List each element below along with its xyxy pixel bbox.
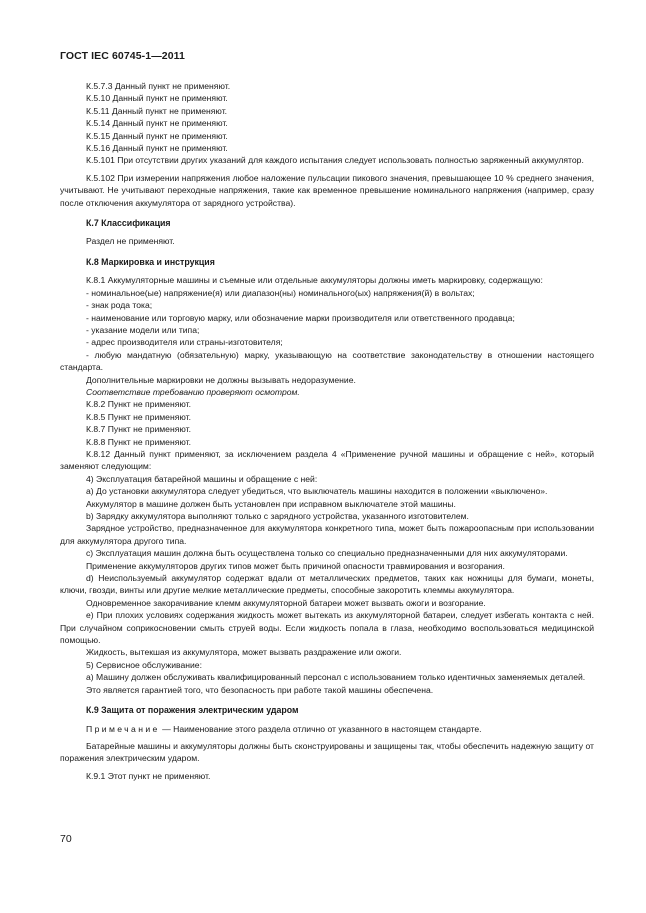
section-heading-k9: К.9 Защита от поражения электрическим ударом [86,705,299,716]
clause-k5-14: К.5.14 Данный пункт не применяют. [86,118,228,129]
item-5a: а) Машину должен обслуживать квалифицированный персонал с использованием только идентичных заменяемых деталей. [86,672,586,683]
clause-k5-11: К.5.11 Данный пункт не применяют. [86,105,228,116]
item-4c: с) Эксплуатация машин должна быть осуществлена только со специально предназначенными для них аккумуляторами. [86,548,568,559]
list-item: - адрес производителя или страны-изготовителя; [86,337,283,348]
subsection-4-title: 4) Эксплуатация батарейной машины и обращение с ней: [86,473,318,484]
item-5a-note: Это является гарантией того, что безопасность при работе такой машины обеспечена. [86,684,434,695]
k9-note [60,723,594,735]
section-heading-k7: К.7 Классификация [86,218,171,229]
clause-k8-1: К.8.1 Аккумуляторные машины и съемные или отдельные аккумуляторы должны иметь маркировку, содержащую: [86,275,543,286]
clause-k5-102: К.5.102 При измерении напряжения любое наложение пульсации пикового значения, превышающее 10 % среднего значения, учитывают. Не учитывают переходные напряжения, такие как временное превышение номинального напряжения (например, сразу после отключения аккумулятора от зарядного устройства). [60,172,594,208]
document-body [60,80,594,782]
clause-k9-1: К.9.1 Этот пункт не применяют. [86,770,211,781]
document-header: ГОСТ IEC 60745-1—2011 [60,50,185,62]
list-item: - любую мандатную (обязательную) марку, указывающую на соответствие законодательству в отношении настоящего стандарта. [60,349,594,373]
list-item: - указание модели или типа; [86,324,200,335]
list-item: - номинальное(ые) напряжение(я) или диапазон(ны) номинального(ых) напряжения(й) в вольтах; [86,287,475,298]
clause-k8-8: К.8.8 Пункт не применяют. [86,436,191,447]
item-4e: е) При плохих условиях содержания жидкость может вытекать из аккумуляторной батареи, следует избегать контакта с ней. При случайном соприкосновении смыть струей воды. Если жидкость попала в глаза, необходимо воспользоваться медицинской помощью. [60,610,594,646]
section-heading-k8: К.8 Маркировка и инструкция [86,256,215,267]
clause-k5-16: К.5.16 Данный пункт не применяют. [86,143,228,154]
clause-k8-12: К.8.12 Данный пункт применяют, за исключением раздела 4 «Применение ручной машины и обращение с ней», который заменяют следующим: [60,448,594,472]
item-4a-note: Аккумулятор в машине должен быть установлен при исправном выключателе этой машины. [86,498,456,509]
clause-k5-10: К.5.10 Данный пункт не применяют. [86,93,228,104]
clause-k8-5: К.8.5 Пункт не применяют. [86,411,191,422]
clause-k8-2: К.8.2 Пункт не применяют. [86,399,191,410]
clause-k5-15: К.5.15 Данный пункт не применяют. [86,130,228,141]
clause-k5-101: К.5.101 При отсутствии других указаний для каждого испытания следует использовать полностью заряженный аккумулятор. [86,155,584,166]
clause-k8-1-extra: Дополнительные маркировки не должны вызывать недоразумение. [86,374,356,385]
list-item: - знак рода тока; [86,300,153,311]
page-number: 70 [60,833,72,845]
item-4b: b) Зарядку аккумулятора выполняют только с зарядного устройства, указанного изготовителем. [86,511,469,521]
item-4b-note: Зарядное устройство, предназначенное для аккумулятора конкретного типа, может быть пожароопасным при использовании для аккумулятора другого типа. [60,523,594,546]
note-text: — Наименование этого раздела отлично от указанного в настоящем стандарте. [159,723,482,734]
item-4a: а) До установки аккумулятора следует убедиться, что выключатель машины находится в положении «выключено». [86,486,548,497]
item-4d: d) Неиспользуемый аккумулятор содержат вдали от металлических предметов, таких как ножницы для бумаги, монеты, ключи, гвозди, винты или другие мелкие металлические предметы, способные закоротить клеммы аккумулятора. [60,573,594,596]
clause-k8-1-check: Соответствие требованию проверяют осмотром. [86,386,300,397]
clause-k9-text: Батарейные машины и аккумуляторы должны быть сконструированы и защищены так, чтобы обеспечить надежную защиту от поражения электрическим ударом. [60,740,594,764]
item-4e-note: Жидкость, вытекшая из аккумулятора, может вызвать раздражение или ожоги. [86,647,402,658]
note-label: Примечание [86,723,160,734]
item-4d-note: Одновременное закорачивание клемм аккумуляторной батареи может вызвать ожоги и возгорание. [86,597,486,608]
clause-k7-text: Раздел не применяют. [86,236,175,247]
list-item: - наименование или торговую марку, или обозначение марки производителя или ответственного продавца; [86,312,515,323]
clause-k5-7-3: К.5.7.3 Данный пункт не применяют. [86,81,231,91]
clause-k8-7: К.8.7 Пункт не применяют. [86,424,191,435]
subsection-5-title: 5) Сервисное обслуживание: [86,659,202,670]
item-4c-note: Применение аккумуляторов других типов может быть причиной опасности травмирования и возгорания. [86,560,505,571]
